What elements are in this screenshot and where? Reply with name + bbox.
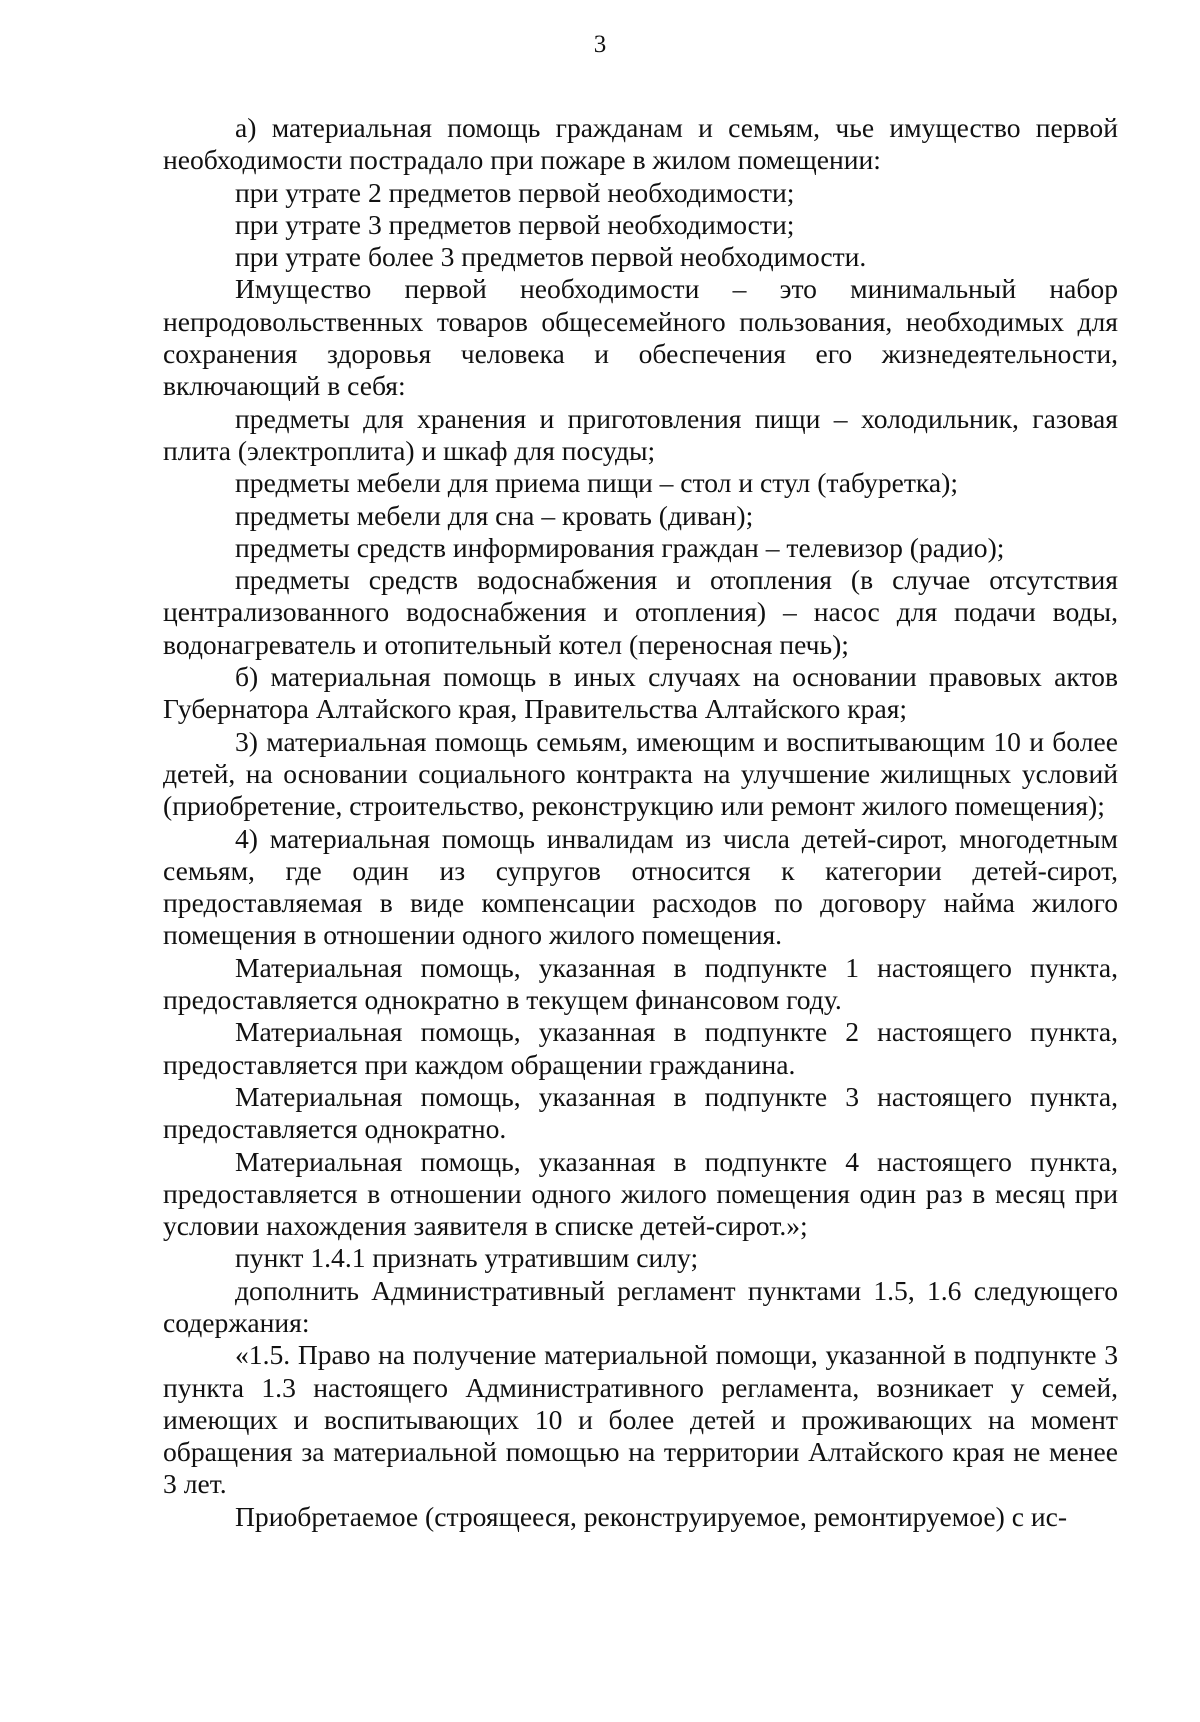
paragraph-loss-2-items: при утрате 2 предметов первой необходимости; (235, 176, 795, 208)
paragraph-3-large-families: 3) материальная помощь семьям, имеющим и воспитывающим 10 и более детей, на основании социального контракта на улучшение жилищных условий (приобретение, строительство, реконструкцию или ремонт жилого помещения); (163, 725, 1118, 822)
paragraph-acquired-property: Приобретаемое (строящееся, реконструируемое, ремонтируемое) с ис- (235, 1500, 1068, 1532)
paragraph-point-1-5: «1.5. Право на получение материальной помощи, указанной в подпункте 3 пункта 1.3 настоящего Административного регламента, возникает у семей, имеющих и воспитывающих 10 и более детей и проживающих на момент обращения за материальной помощью на территории Алтайского края не менее 3 лет. (163, 1339, 1118, 1500)
paragraph-b-other-cases: б) материальная помощь в иных случаях на основании правовых актов Губернатора Алтайского края, Правительства Алтайского края; (163, 661, 1118, 725)
paragraph-a-fire-aid: а) материальная помощь гражданам и семьям, чье имущество первой необходимости пострадало при пожаре в жилом помещении: (163, 112, 1118, 176)
paragraph-subpoint-1-frequency: Материальная помощь, указанная в подпункте 1 настоящего пункта, предоставляется однократно в текущем финансовом году. (163, 951, 1118, 1016)
paragraph-information-devices: предметы средств информирования граждан – телевизор (радио); (235, 531, 1005, 563)
document-body (163, 112, 1118, 1533)
paragraph-4-orphans-rent: 4) материальная помощь инвалидам из числа детей-сирот, многодетным семьям, где один из супругов относится к категории детей-сирот, предоставляемая в виде компенсации расходов по договору найма жилого помещения в отношении одного жилого помещения. (163, 822, 1118, 951)
paragraph-water-heating-devices: предметы средств водоснабжения и отопления (в случае отсутствия централизованного водоснабжения и отопления) – насос для подачи воды, водонагреватель и отопительный котел (переносная печь); (163, 564, 1118, 660)
paragraph-sleeping-furniture: предметы мебели для сна – кровать (диван); (235, 499, 754, 531)
paragraph-subpoint-3-frequency: Материальная помощь, указанная в подпункте 3 настоящего пункта, предоставляется однократно. (163, 1080, 1118, 1145)
paragraph-subpoint-2-frequency: Материальная помощь, указанная в подпункте 2 настоящего пункта, предоставляется при каждом обращении гражданина. (163, 1016, 1118, 1080)
paragraph-loss-more-3-items: при утрате более 3 предметов первой необходимости. (235, 241, 867, 273)
paragraph-food-storage-items: предметы для хранения и приготовления пищи – холодильник, газовая плита (электроплита) и шкаф для посуды; (163, 402, 1118, 466)
paragraph-point-1-4-1-void: пункт 1.4.1 признать утратившим силу; (235, 1242, 699, 1274)
paragraph-dining-furniture: предметы мебели для приема пищи – стол и стул (табуретка); (235, 467, 959, 499)
paragraph-loss-3-items: при утрате 3 предметов первой необходимости; (235, 208, 795, 240)
paragraph-subpoint-4-frequency: Материальная помощь, указанная в подпункте 4 настоящего пункта, предоставляется в отношении одного жилого помещения один раз в месяц при условии нахождения заявителя в списке детей-сирот.»; (163, 1145, 1118, 1242)
paragraph-essential-property-definition: Имущество первой необходимости – это минимальный набор непродовольственных товаров общесемейного пользования, необходимых для сохранения здоровья человека и обеспечения его жизнедеятельности, включающий в себя: (163, 273, 1118, 402)
paragraph-add-points-1-5-1-6: дополнить Административный регламент пунктами 1.5, 1.6 следующего содержания: (163, 1274, 1118, 1338)
page-number: 3 (593, 31, 607, 58)
